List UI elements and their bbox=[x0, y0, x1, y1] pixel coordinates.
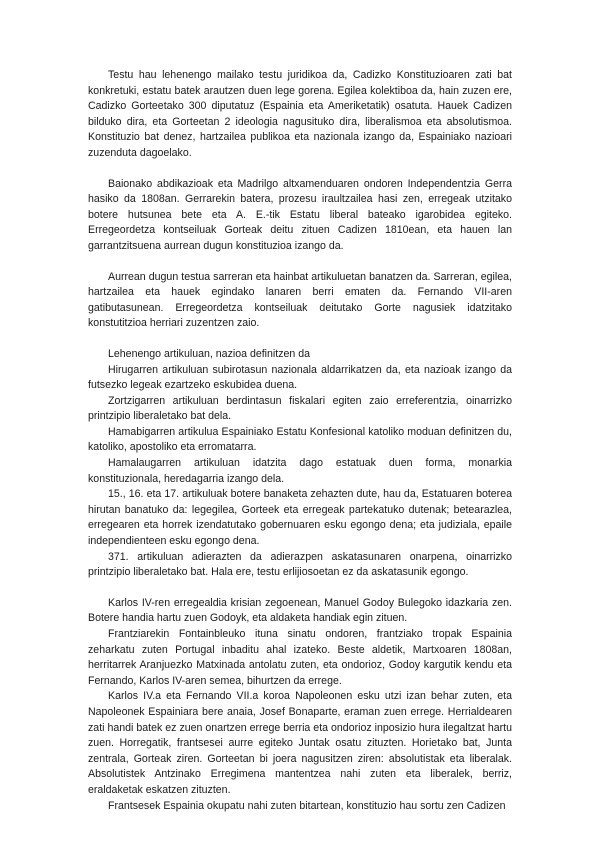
paragraph-11: Karlos IV-ren erregealdia krisian zegoenean, Manuel Godoy Bulegoko idazkaria zen. Botere handia hartu zuen Godoyk, eta aldaketa handiak egin zituen. bbox=[88, 596, 512, 625]
paragraph-6: Zortzigarren artikuluan berdintasun fiskalari egiten zaio erreferentzia, oinarrizko printzipio liberaletako bat dela. bbox=[88, 394, 512, 423]
paragraph-4: Lehenengo artikuluan, nazioa definitzen da bbox=[108, 347, 311, 360]
paragraph-9: 15., 16. eta 17. artikuluak botere banaketa zehazten dute, hau da, Estatuaren boterea hirutan banatuko da: legegilea, Gorteek eta erregeak partekatuko dutenak; betearazlea, erregearen eta horrek izendatutako gobernuaren esku egongo dena; eta judiziala, epaile independienteen esku egongo dena. bbox=[88, 488, 512, 548]
paragraph-2: Baionako abdikazioak eta Madrilgo altxamenduaren ondoren Independentzia Gerra hasiko da 1808an. Gerrarekin batera, prozesu iraultzailea hasi zen, erregeak utzitako botere hutsunea bete eta A. E.-tik Estatu liberal bateako igarobidea egiteko. Erregeordetza kontseiluak Gorteak deitu zituen Cadizen 1810ean, eta hauen lan garrantzitsuena aurrean dugun konstituzioa izango da. bbox=[88, 177, 512, 252]
paragraph-14: Frantsesek Espainia okupatu nahi zuten bitartean, konstituzio hau sortu zen Cadizen bbox=[108, 799, 506, 812]
paragraph-12: Frantziarekin Fontainbleuko ituna sinatu ondoren, frantziako tropak Espainia zeharkatu zuten Portugal inbaditu ahal izateko. Beste aldetik, Martxoaren 1808an, herritarrek Aranjuezko Matxinada antolatu zuten, eta ondorioz, Godoy kargutik kendu eta Fernando, Karlos IV-aren semea, bihurtzen da errege. bbox=[88, 628, 512, 687]
paragraph-1: Testu hau lehenengo mailako testu juridikoa da, Cadizko Konstituzioaren zati bat konkretuki, estatu batek arautzen duen lege gorena. Egilea kolektiboa da, hain zuzen ere, Cadizko Gorteetako 300 diputatuz (Espainia eta Ameriketatik) osatuta. Hauek Cadizen bilduko dira, eta Gorteetan 2 ideologia nagusituko dira, liberalismoa eta absolutismoa. Konstituzio bat denez, hartzailea publikoa eta nazionala izango da, Espainiako nazioari zuzenduta dagoelako. bbox=[88, 69, 512, 159]
paragraph-10: 371. artikuluan adierazten da adierazpen askatasunaren onarpena, oinarrizko printzipio liberaletako bat. Hala ere, testu erlijiosoetan ez da askatasunik egongo. bbox=[88, 550, 512, 579]
paragraph-5: Hirugarren artikuluan subirotasun nazionala aldarrikatzen da, eta nazioak izango da futsezko legeak ezartzeko eskubidea duena. bbox=[88, 363, 512, 392]
paragraph-7: Hamabigarren artikulua Espainiako Estatu Konfesional katoliko moduan definitzen du, katoliko, apostoliko eta erromatarra. bbox=[88, 425, 512, 454]
paragraph-3: Aurrean dugun testua sarreran eta hainbat artikuluetan banatzen da. Sarreran, egilea, hartzailea eta hauek egindako lanaren berri ematen da. Fernando VII-aren gatibutasunean. Erregeordetza kontseiluak deitutako Gorte nagusiek idatzitako konstutitzioa herriari zuzentzen zaio. bbox=[88, 270, 512, 330]
paragraph-13: Karlos IV.a eta Fernando VII.a koroa Napoleonen esku utzi izan behar zuten, eta Napoleonek Espainiara bere anaia, Josef Bonaparte, eraman zuen errege. Herrialdearen zati handi batek ez zuen onartzen errege berria eta ondorioz inposizio hura ilegaltzat hartu zuen. Horregatik, frantsesei aurre egiteko Juntak osatu zituzten. Horietako bat, Junta zentrala, Gorteak ziren. Gorteetan bi joera nagusitzen ziren: absolutistak eta liberalak. Absolutistek Antzinako Erregimena mantentzea nahi zuten eta liberalek, berriz, eraldaketak eskatzen zituzten. bbox=[88, 690, 512, 796]
paragraph-8: Hamalaugarren artikuluan idatzita dago estatuak duen forma, monarkia konstituzionala, heredagarria izango dela. bbox=[88, 457, 512, 485]
